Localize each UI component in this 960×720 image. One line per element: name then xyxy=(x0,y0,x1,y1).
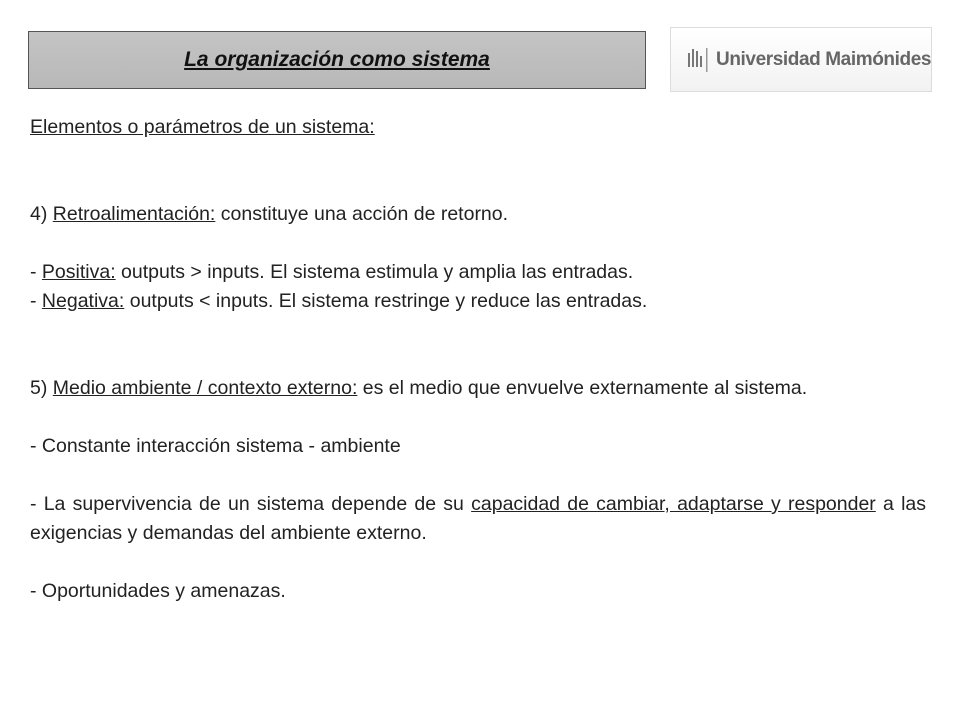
bullet-opportunities: - Oportunidades y amenazas. xyxy=(30,580,286,602)
item-5-term: Medio ambiente / contexto externo: xyxy=(52,377,358,399)
item-5 xyxy=(30,374,926,403)
item-4-number: 4) xyxy=(30,203,53,225)
heading-text: Elementos o parámetros de un sistema: xyxy=(30,116,375,138)
spacer xyxy=(30,548,926,577)
spacer xyxy=(30,229,926,258)
title-banner xyxy=(28,31,646,89)
bullet-negativa xyxy=(30,287,926,316)
positiva-term: Positiva: xyxy=(41,261,116,283)
item-5-definition: es el medio que envuelve externamente al sistema. xyxy=(357,377,808,399)
negativa-term: Negativa: xyxy=(41,290,125,312)
bullet-survival xyxy=(30,490,926,548)
slide-content xyxy=(30,113,926,606)
survival-term: capacidad de cambiar, adaptarse y responder xyxy=(471,493,876,515)
item-4-definition: constituye una acción de retorno. xyxy=(215,203,509,225)
survival-suffix: a las exigencias y demandas del ambiente externo. xyxy=(30,493,927,544)
item-4 xyxy=(30,200,926,229)
spacer xyxy=(30,461,926,490)
item-5-number: 5) xyxy=(30,377,53,399)
spacer xyxy=(30,142,926,200)
page-title: La organización como sistema xyxy=(184,48,490,71)
university-logo xyxy=(670,27,932,92)
negativa-prefix: - xyxy=(30,290,42,312)
survival-prefix: - La supervivencia de un sistema depende de su xyxy=(30,493,472,515)
negativa-text: outputs < inputs. El sistema restringe y reduce las entradas. xyxy=(124,290,648,312)
logo-text: Universidad Maimónides xyxy=(716,48,932,70)
positiva-prefix: - xyxy=(30,261,42,283)
spacer xyxy=(30,316,926,374)
item-4-term: Retroalimentación: xyxy=(52,203,216,225)
bullet-interaction: - Constante interacción sistema - ambiente xyxy=(30,435,401,457)
bullet-positiva xyxy=(30,258,926,287)
university-logo-icon xyxy=(687,47,709,73)
positiva-text: outputs > inputs. El sistema estimula y amplia las entradas. xyxy=(115,261,634,283)
spacer xyxy=(30,403,926,432)
section-heading xyxy=(30,113,926,142)
